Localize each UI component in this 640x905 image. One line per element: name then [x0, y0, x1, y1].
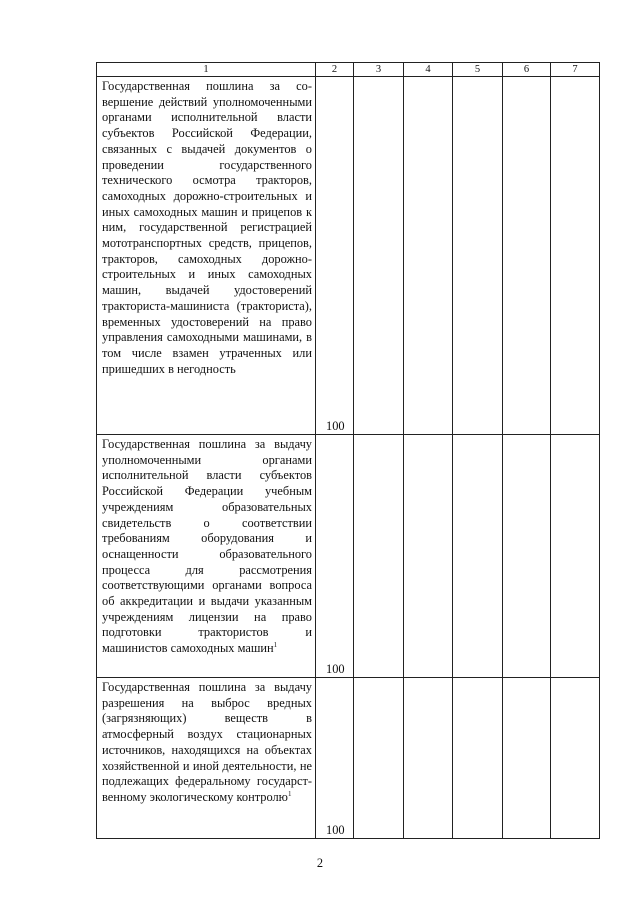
- table-row: [97, 678, 600, 839]
- fee-rate-value: 100: [326, 823, 345, 837]
- column-number-1: 1: [97, 63, 316, 77]
- empty-cell: [453, 77, 503, 435]
- column-number-4: 4: [404, 63, 453, 77]
- fee-description-text: Государственная пошлина за выдачу уполномоченными органами исполнительной власти субъектов Российской Федерации учебным учреждениям образовательных свидетельств о соответствии требованиям оборудования и оснащенности образовательного процесса для рассмотрения соответствующими органами вопроса об аккредитации и выдачи указанным учреждениям лицензии на право подготовки трактористов и машинистов самоходных машин: [102, 437, 312, 656]
- empty-cell: [551, 678, 600, 839]
- empty-cell: [404, 435, 453, 678]
- fee-rate-cell: [316, 678, 354, 839]
- footnote-marker: 1: [287, 789, 292, 798]
- fee-description-text: Государственная пошлина за выдачу разрешения на выброс вредных (загрязняющих) веществ в атмосферный воздух стационарных источников, находящихся на объектах хозяйственной и иной деятельности, не подлежащих федеральному государственному экологическому контролю: [102, 680, 312, 804]
- fee-description-cell: [97, 678, 316, 839]
- fee-table: [96, 62, 600, 839]
- empty-cell: [354, 678, 404, 839]
- table-row: [97, 435, 600, 678]
- empty-cell: [503, 435, 551, 678]
- empty-cell: [354, 435, 404, 678]
- column-number-7: 7: [551, 63, 600, 77]
- empty-cell: [453, 678, 503, 839]
- fee-rate-value: 100: [326, 662, 345, 676]
- fee-description-text: Государственная пошлина за совершение действий уполномоченными органами исполнительной власти субъектов Российской Федерации, связанных с выдачей документов о проведении государственного технического осмотра тракторов, самоходных дорожно-строительных и иных самоходных машин и прицепов к ним, государственной регистрацией мототранспортных средств, прицепов, тракторов, самоходных дорожно-строительных и иных самоходных машин, выдачей удостоверений тракториста-машиниста (тракториста), временных удостоверений на право управления самоходными машинами, в том числе взамен утраченных или пришедших в негодность: [102, 79, 312, 376]
- fee-description-cell: [97, 77, 316, 435]
- empty-cell: [503, 77, 551, 435]
- empty-cell: [551, 435, 600, 678]
- fee-rate-cell: [316, 77, 354, 435]
- empty-cell: [551, 77, 600, 435]
- fee-description-cell: [97, 435, 316, 678]
- footnote-marker: 1: [273, 641, 278, 650]
- empty-cell: [503, 678, 551, 839]
- column-number-3: 3: [354, 63, 404, 77]
- column-number-row: [97, 63, 600, 77]
- column-number-5: 5: [453, 63, 503, 77]
- page-number: 2: [316, 856, 324, 870]
- empty-cell: [453, 435, 503, 678]
- table-row: [97, 77, 600, 435]
- fee-rate-value: 100: [326, 419, 345, 433]
- fee-rate-cell: [316, 435, 354, 678]
- column-number-6: 6: [503, 63, 551, 77]
- column-number-2: 2: [316, 63, 354, 77]
- empty-cell: [354, 77, 404, 435]
- empty-cell: [404, 678, 453, 839]
- empty-cell: [404, 77, 453, 435]
